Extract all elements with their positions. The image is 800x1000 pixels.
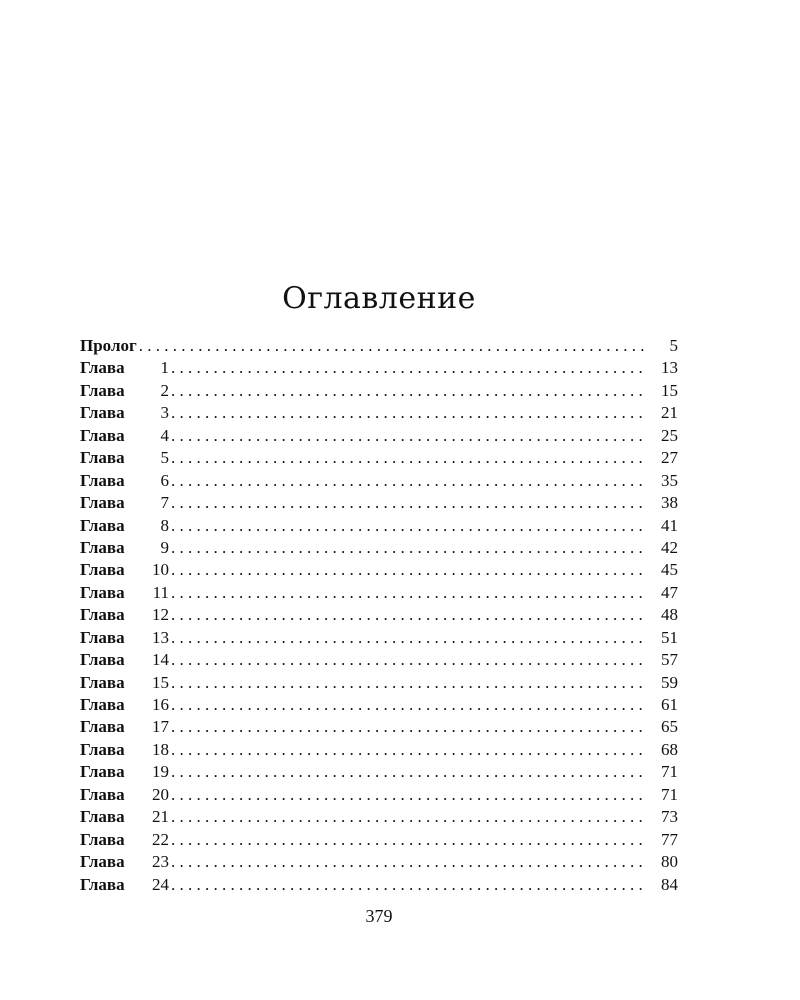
toc-entry-label: [80, 582, 169, 604]
chapter-number: 20: [152, 784, 169, 804]
toc-entry-page: 77: [661, 829, 678, 849]
toc-entry-label: [80, 559, 169, 581]
chapter-number: 4: [160, 425, 169, 445]
toc-entry-page: 71: [661, 784, 678, 804]
dot-leader: [171, 829, 648, 851]
toc-entry-prologue: [80, 335, 678, 357]
chapter-word: Глава: [80, 852, 125, 872]
toc-entry-label: [80, 649, 169, 671]
chapter-number: 7: [160, 493, 169, 513]
toc-entry-label: [80, 806, 169, 828]
toc-entry-page: 80: [661, 852, 678, 872]
toc-entry-chapter: [80, 492, 678, 514]
dot-leader: [171, 357, 648, 379]
toc-entry-chapter: [80, 806, 678, 828]
toc-entry-chapter: [80, 582, 678, 604]
toc-entry-page: 38: [661, 493, 678, 513]
chapter-word: Глава: [80, 560, 125, 580]
toc-entry-label: [80, 761, 169, 783]
dot-leader: [171, 402, 648, 424]
toc-entry-page: 84: [661, 874, 678, 894]
toc-entry-page: 45: [661, 560, 678, 580]
chapter-word: Глава: [80, 695, 125, 714]
chapter-number: 13: [152, 627, 169, 647]
chapter-word: Глава: [80, 739, 125, 759]
chapter-number: 12: [152, 605, 169, 625]
toc-entry-page: 48: [661, 605, 678, 625]
chapter-number: 21: [152, 807, 169, 827]
dot-leader: [171, 739, 648, 761]
chapter-number: 22: [152, 829, 169, 849]
dot-leader: [171, 492, 648, 514]
toc-entry-chapter: [80, 829, 678, 851]
dot-leader: [171, 515, 648, 537]
toc-entry-page: 68: [661, 739, 678, 759]
toc-entry-chapter: [80, 559, 678, 581]
toc-entry-chapter: [80, 380, 678, 402]
toc-entry-label: Пролог: [80, 336, 137, 355]
chapter-number: 5: [160, 448, 169, 468]
toc-title: Оглавление: [282, 281, 476, 316]
toc-entry-label: [80, 829, 169, 851]
toc-entry-label: [80, 716, 169, 738]
chapter-word: Глава: [80, 380, 125, 400]
chapter-word: Глава: [80, 874, 125, 894]
chapter-number: 17: [152, 717, 169, 737]
toc-entry-label: [80, 447, 169, 469]
chapter-number: 9: [160, 537, 169, 557]
toc-entry-page: 73: [661, 807, 678, 827]
chapter-word: Глава: [80, 537, 125, 557]
toc-entry-label: [80, 694, 169, 716]
chapter-number: 24: [152, 874, 169, 894]
chapter-word: Глава: [80, 515, 125, 535]
toc-entry-label: [80, 402, 169, 424]
toc-entry-chapter: [80, 851, 678, 873]
dot-leader: [171, 694, 648, 716]
toc-entry-page: 35: [661, 470, 678, 490]
toc-entry-label: [80, 492, 169, 514]
dot-leader: [171, 672, 648, 694]
toc-entry-page: 51: [661, 627, 678, 647]
chapter-number: 19: [152, 762, 169, 782]
chapter-word: Глава: [80, 807, 125, 827]
toc-entry-chapter: [80, 604, 678, 626]
toc-entry-label: [80, 784, 169, 806]
toc-list: [80, 335, 678, 896]
chapter-word: Глава: [80, 425, 125, 445]
chapter-word: Глава: [80, 403, 125, 423]
chapter-word: Глава: [80, 650, 125, 670]
chapter-word: Глава: [80, 493, 125, 513]
toc-entry-page: 47: [661, 582, 678, 602]
chapter-word: Глава: [80, 829, 125, 849]
page-number: 379: [365, 906, 393, 926]
toc-entry-label: [80, 470, 169, 492]
chapter-word: Глава: [80, 627, 125, 647]
toc-entry-chapter: [80, 515, 678, 537]
toc-entry-label: [80, 380, 169, 402]
toc-entry-label: [80, 357, 169, 379]
chapter-word: Глава: [80, 717, 125, 737]
toc-entry-label: [80, 604, 169, 626]
dot-leader: [171, 784, 648, 806]
toc-entry-chapter: [80, 470, 678, 492]
dot-leader: [171, 559, 648, 581]
toc-entry-page: 71: [661, 762, 678, 782]
toc-entry-chapter: [80, 537, 678, 559]
toc-entry-chapter: [80, 425, 678, 447]
chapter-number: 23: [152, 852, 169, 872]
chapter-number: 18: [152, 739, 169, 759]
chapter-word: Глава: [80, 672, 125, 692]
toc-entry-chapter: [80, 784, 678, 806]
dot-leader: [171, 604, 648, 626]
chapter-number: 15: [152, 672, 169, 692]
toc-entry-chapter: [80, 402, 678, 424]
chapter-number: 8: [160, 515, 169, 535]
chapter-word: Глава: [80, 762, 125, 782]
dot-leader: [171, 874, 648, 896]
chapter-number: 11: [152, 582, 169, 602]
toc-entry-page: 21: [661, 403, 678, 423]
dot-leader: [171, 447, 648, 469]
toc-entry-chapter: [80, 716, 678, 738]
toc-entry-chapter: [80, 739, 678, 761]
chapter-number: 10: [152, 560, 169, 580]
chapter-word: Глава: [80, 358, 125, 378]
toc-entry-label: [80, 627, 169, 649]
toc-entry-page: 25: [661, 425, 678, 445]
chapter-number: 3: [160, 403, 169, 423]
dot-leader: [171, 380, 648, 402]
chapter-word: Глава: [80, 582, 125, 602]
dot-leader: [171, 761, 648, 783]
toc-entry-label: [80, 874, 169, 896]
toc-entry-label: [80, 425, 169, 447]
chapter-word: Глава: [80, 605, 125, 625]
toc-entry-label: [80, 537, 169, 559]
dot-leader: [171, 582, 648, 604]
dot-leader: [171, 627, 648, 649]
toc-entry-label: [80, 672, 169, 694]
toc-entry-chapter: [80, 627, 678, 649]
toc-entry-label: [80, 515, 169, 537]
toc-entry-chapter: [80, 874, 678, 896]
toc-entry-chapter: [80, 761, 678, 783]
toc-entry-page: 59: [661, 672, 678, 692]
toc-entry-label: [80, 739, 169, 761]
toc-entry-page: 41: [661, 515, 678, 535]
toc-entry-chapter: [80, 649, 678, 671]
dot-leader: [171, 806, 648, 828]
chapter-number: 6: [160, 470, 169, 490]
dot-leader: [171, 716, 648, 738]
toc-entry-page: 27: [661, 448, 678, 468]
dot-leader: [171, 425, 648, 447]
chapter-number: 1: [160, 358, 169, 378]
chapter-word: Глава: [80, 448, 125, 468]
dot-leader: [171, 537, 648, 559]
toc-entry-page: 65: [661, 717, 678, 737]
dot-leader: [139, 335, 648, 357]
toc-entry-chapter: [80, 357, 678, 379]
chapter-number: 2: [160, 380, 169, 400]
toc-entry-chapter: [80, 672, 678, 694]
toc-entry-page: 5: [669, 336, 678, 355]
toc-entry-page: 57: [661, 650, 678, 670]
toc-entry-page: 13: [661, 358, 678, 378]
toc-entry-page: 15: [661, 380, 678, 400]
chapter-number: 16: [152, 695, 169, 714]
dot-leader: [171, 470, 648, 492]
dot-leader: [171, 649, 648, 671]
chapter-word: Глава: [80, 470, 125, 490]
chapter-number: 14: [152, 650, 169, 670]
chapter-word: Глава: [80, 784, 125, 804]
toc-entry-label: [80, 851, 169, 873]
toc-entry-chapter: [80, 694, 678, 716]
toc-entry-page: 42: [661, 537, 678, 557]
toc-entry-chapter: [80, 447, 678, 469]
dot-leader: [171, 851, 648, 873]
toc-entry-page: 61: [661, 695, 678, 714]
